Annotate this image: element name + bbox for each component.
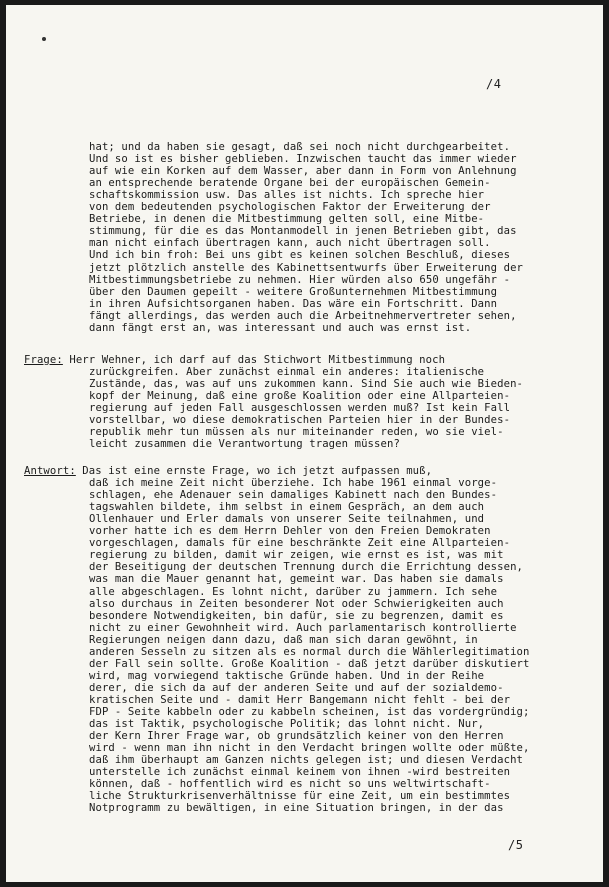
speaker-label: Antwort: xyxy=(24,465,76,477)
text-line: besondere Notwendigkeiten, bin dafür, sie zu begrenzen, damit es xyxy=(89,609,504,622)
text-line: stimmung, für die es das Montanmodell in jenen Betrieben gibt, das xyxy=(89,225,517,238)
text-line: derer, die sich da auf der anderen Seite und auf der sozialdemo- xyxy=(89,681,504,694)
frage-first-line xyxy=(24,354,445,366)
text-line: alle abgeschlagen. Es lohnt nicht, darüber zu jammern. Ich sehe xyxy=(89,585,498,598)
text-line: vorgeschlagen, damals für eine beschränkte Zeit eine Allparteien- xyxy=(89,537,511,550)
text-line: Und so ist es bisher geblieben. Inzwischen taucht das immer wieder xyxy=(89,153,517,166)
text-line: leicht zusammen die Verantwortung tragen müssen? xyxy=(89,438,400,451)
text-line: dann fängt erst an, was interessant und auch was ernst ist. xyxy=(89,321,472,334)
text-line: kopf der Meinung, daß eine große Koalition oder eine Allparteien- xyxy=(89,390,511,403)
text-line: Betriebe, in denen die Mitbestimmung gelten soll, eine Mitbe- xyxy=(89,213,485,226)
text-line: an entsprechende beratende Organe bei der europäischen Gemein- xyxy=(89,177,491,190)
text-line: vorstellbar, wo diese demokratischen Parteien hier in der Bundes- xyxy=(89,414,511,427)
text-line: Und ich bin froh: Bei uns gibt es keinen solchen Beschluß, dieses xyxy=(89,249,511,262)
text-line: Zustände, das, was auf uns zukommen kann. Sind Sie auch wie Bieden- xyxy=(89,378,524,391)
page-number-bottom: /5 xyxy=(508,838,524,852)
text-line: Regierungen neigen dann dazu, daß man sich daran gewöhnt, in xyxy=(89,633,478,646)
text-line: von dem bedeutenden psychologischen Faktor der Erweiterung der xyxy=(89,201,491,214)
document-page xyxy=(6,5,603,882)
text-line: also durchaus in Zeiten besonderer Not oder Schwierigkeiten auch xyxy=(89,597,504,610)
text-line: unterstelle ich zunächst einmal keinem von ihnen -wird bestreiten xyxy=(89,766,511,779)
text-line: anderen Sesseln zu sitzen als es normal durch die Wählerlegitimation xyxy=(89,645,530,658)
text-line: über den Daumen gepeilt - weitere Großunternehmen Mitbestimmung xyxy=(89,285,498,298)
text-line: regierung zu bilden, damit wir zeigen, wie ernst es ist, was mit xyxy=(89,549,504,562)
text-line: regierung auf jeden Fall ausgeschlossen werden muß? Ist kein Fall xyxy=(89,402,511,415)
antwort-first-line xyxy=(24,465,432,477)
text-line: Mitbestimmungsbetriebe zu nehmen. Hier würden also 650 ungefähr - xyxy=(89,273,511,286)
text-line: was man die Mauer genannt hat, gemeint war. Das haben sie damals xyxy=(89,573,504,586)
text-line: jetzt plötzlich anstelle des Kabinettsentwurfs über Erweiterung der xyxy=(89,261,524,274)
text-line: schlagen, ehe Adenauer sein damaliges Kabinett nach den Bundes- xyxy=(89,489,498,502)
text-line: das ist Taktik, psychologische Politik; das lohnt nicht. Nur, xyxy=(89,718,485,731)
text-line: Ollenhauer und Erler damals von unserer Seite teilnahmen, und xyxy=(89,513,485,526)
text-line: vorher hatte ich es dem Herrn Dehler von den Freien Demokraten xyxy=(89,525,491,538)
text-line: in ihren Aufsichtsorganen haben. Das wäre ein Fortschritt. Dann xyxy=(89,297,498,310)
text-line: auf wie ein Korken auf dem Wasser, aber dann in Form von Anlehnung xyxy=(89,165,517,178)
line-text: Herr Wehner, ich darf auf das Stichwort Mitbestimmung noch xyxy=(62,354,446,366)
text-line: republik mehr tun müssen als nur miteinander reden, wo sie viel- xyxy=(89,426,504,439)
text-line: liche Strukturkrisenverhältnisse für eine Zeit, um ein bestimmtes xyxy=(89,790,511,803)
text-line: der Kern Ihrer Frage war, ob grundsätzlich keiner von den Herren xyxy=(89,730,504,743)
text-line: fängt allerdings, das werden auch die Arbeitnehmervertreter sehen, xyxy=(89,309,517,322)
text-line: zurückgreifen. Aber zunächst einmal ein anderes: italienische xyxy=(89,366,485,379)
speaker-label: Frage: xyxy=(24,354,63,366)
text-line: FDP - Seite kabbeln oder zu kabbeln scheinen, ist das vordergründig; xyxy=(89,706,530,718)
page-number-top: /4 xyxy=(486,77,502,91)
text-line: wird - wenn man ihn nicht in den Verdacht bringen wollte oder müßte, xyxy=(89,742,530,755)
text-line: daß ihm überhaupt am Ganzen nichts gelegen ist; und diesen Verdacht xyxy=(89,754,524,767)
document-body xyxy=(6,5,603,882)
line-text: Das ist eine ernste Frage, wo ich jetzt aufpassen muß, xyxy=(75,465,433,477)
text-line: kratischen Seite und - damit Herr Bangemann nicht fehlt - bei der xyxy=(89,693,511,706)
text-line: tagswahlen bildete, ihm selbst in einem Gespräch, an dem auch xyxy=(89,501,485,514)
text-line: daß ich meine Zeit nicht überziehe. Ich habe 1961 einmal vorge- xyxy=(89,477,498,490)
text-line: man nicht einfach übertragen kann, auch nicht übertragen soll. xyxy=(89,237,491,250)
text-line: der Beseitigung der deutschen Trennung durch die Errichtung dessen, xyxy=(89,561,524,574)
text-line: wird, mag vorwiegend taktische Gründe haben. Und in der Reihe xyxy=(89,669,485,682)
text-line: Notprogramm zu bewältigen, in eine Situation bringen, in der das xyxy=(89,802,504,815)
text-line: können, daß - hoffentlich wird es nicht so uns weltwirtschaft- xyxy=(89,778,491,791)
text-line: hat; und da haben sie gesagt, daß sei noch nicht durchgearbeitet. xyxy=(89,141,511,153)
text-line: schaftskommission usw. Das alles ist nichts. Ich spreche hier xyxy=(89,189,485,202)
text-line: nicht zu einer Gewohnheit wird. Auch parlamentarisch kontrollierte xyxy=(89,621,517,634)
text-line: der Fall sein sollte. Große Koalition - daß jetzt darüber diskutiert xyxy=(89,657,530,670)
